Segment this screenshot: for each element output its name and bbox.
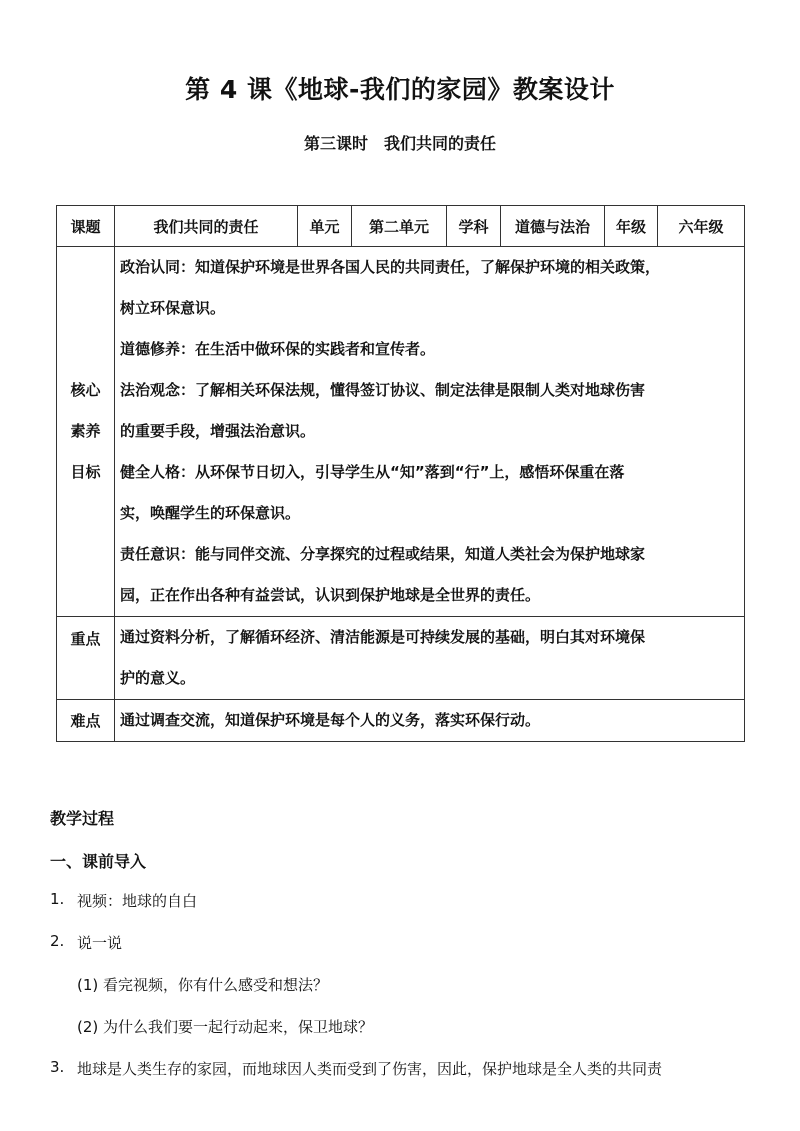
- page-title: 第 4 课《地球-我们的家园》教案设计: [185, 75, 615, 104]
- sub-list-item: (1) 看完视频，你有什么感受和想法？: [77, 976, 329, 994]
- grade-value: 六年级: [658, 206, 745, 247]
- difficulty-label: 难点: [57, 700, 115, 742]
- core-goals-label-line: 核心: [70, 381, 101, 399]
- key-point-content: [115, 617, 745, 700]
- difficulty-text: 通过调查交流，知道保护环境是每个人的义务，落实环保行动。: [120, 711, 541, 729]
- topic-value: 我们共同的责任: [115, 206, 298, 247]
- key-point-line: 护的意义。: [120, 669, 196, 687]
- core-goal-line: 的重要手段，增强法治意识。: [120, 422, 316, 440]
- list-item-text: 说一说: [77, 934, 123, 952]
- sub-list-item: (2) 为什么我们要一起行动起来，保卫地球？: [77, 1018, 374, 1036]
- core-goals-label-line: 素养: [70, 422, 101, 440]
- section-heading: 一、课前导入: [50, 852, 147, 871]
- core-goal-line: 政治认同：知道保护环境是世界各国人民的共同责任，了解保护环境的相关政策，: [120, 258, 661, 276]
- subject-value: 道德与法治: [501, 206, 605, 247]
- core-goal-line: 责任意识：能与同伴交流、分享探究的过程或结果，知道人类社会为保护地球家: [120, 545, 646, 563]
- list-item-number: 2.: [50, 932, 65, 950]
- list-item-text: 地球是人类生存的家园，而地球因人类而受到了伤害，因此，保护地球是全人类的共同责: [77, 1060, 663, 1078]
- list-item-number: 3.: [50, 1058, 65, 1076]
- key-point-line: 通过资料分析，了解循环经济、清洁能源是可持续发展的基础，明白其对环境保: [120, 628, 646, 646]
- core-goal-line: 树立环保意识。: [120, 299, 226, 317]
- topic-label: 课题: [57, 206, 115, 247]
- list-item-text: 视频：地球的自白: [77, 892, 198, 910]
- core-goals-content: [115, 247, 745, 617]
- core-goal-line: 实，唤醒学生的环保意识。: [120, 504, 301, 522]
- lesson-plan-table: [56, 205, 745, 742]
- unit-label: 单元: [298, 206, 352, 247]
- key-point-row: [57, 617, 745, 700]
- core-goal-line: 健全人格：从环保节日切入，引导学生从“知”落到“行”上，感悟环保重在落: [120, 463, 625, 481]
- subject-label: 学科: [447, 206, 501, 247]
- difficulty-content: [115, 700, 745, 742]
- list-item-number: 1.: [50, 890, 65, 908]
- unit-value: 第二单元: [352, 206, 447, 247]
- core-goals-label: [57, 247, 115, 617]
- core-goal-line: 法治观念：了解相关环保法规，懂得签订协议、制定法律是限制人类对地球伤害: [120, 381, 646, 399]
- page-subtitle: 第三课时 我们共同的责任: [303, 134, 496, 153]
- process-heading: 教学过程: [50, 809, 115, 828]
- difficulty-row: [57, 700, 745, 742]
- core-goals-label-line: 目标: [70, 463, 101, 481]
- key-point-label: 重点: [57, 617, 115, 700]
- grade-label: 年级: [605, 206, 658, 247]
- core-goal-line: 园，正在作出各种有益尝试，认识到保护地球是全世界的责任。: [120, 586, 541, 604]
- core-goal-line: 道德修养：在生活中做环保的实践者和宣传者。: [120, 340, 436, 358]
- core-goals-row: [57, 247, 745, 617]
- table-header-row: [57, 206, 745, 247]
